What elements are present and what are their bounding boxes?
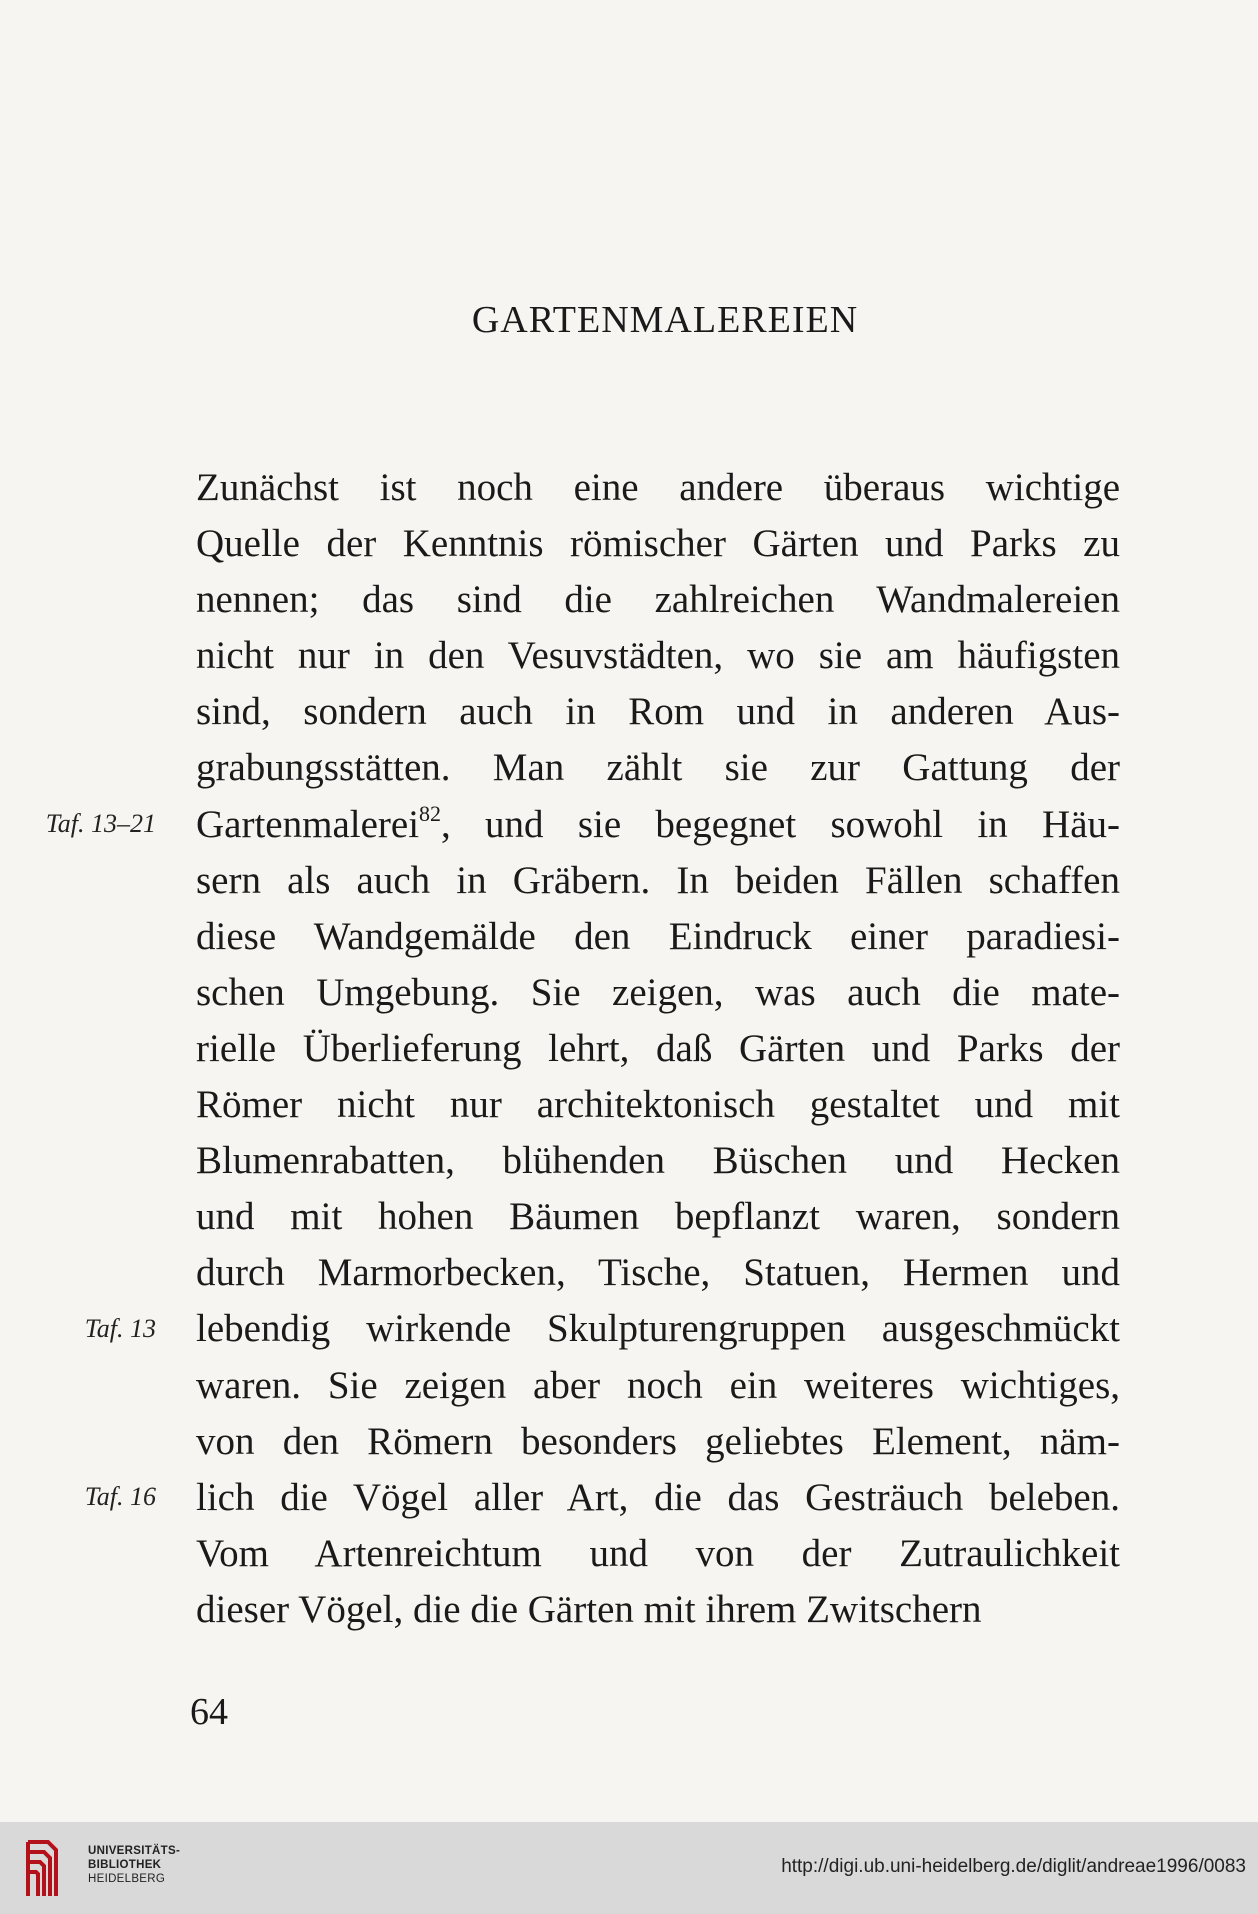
chapter-title: GARTENMALEREIEN (471, 299, 859, 341)
footer-bar (0, 1822, 1258, 1914)
text-line: sind, sondern auch in Rom und in anderen Aus- (196, 690, 1120, 734)
text-line: Römer nicht nur architektonisch gestaltet und mit (196, 1083, 1120, 1127)
library-name (88, 1844, 180, 1886)
text-line: nicht nur in den Vesuvstädten, wo sie am häufigsten (196, 634, 1120, 678)
text-line: diese Wandgemälde den Eindruck einer paradiesi- (196, 914, 1120, 958)
text-fragment: , und sie begegnet sowohl in Häu- (441, 802, 1120, 846)
margin-note-plate-ref[interactable]: Taf. 16 (84, 1482, 156, 1511)
source-url-link[interactable]: http://digi.ub.uni-heidelberg.de/diglit/andreae1996/0083 (781, 1856, 1246, 1877)
text-line: schen Umgebung. Sie zeigen, was auch die mate- (196, 970, 1120, 1014)
text-line: von den Römern besonders geliebtes Element, näm- (196, 1419, 1120, 1463)
text-line: lich die Vögel aller Art, die das Gesträuch beleben. (196, 1475, 1120, 1519)
text-line: und mit hohen Bäumen bepflanzt waren, sondern (196, 1195, 1120, 1239)
library-logo-icon (22, 1836, 82, 1902)
text-fragment: Gartenmalerei (196, 802, 420, 846)
text-line: grabungsstätten. Man zählt sie zur Gattung der (196, 746, 1120, 790)
text-line: Vom Artenreichtum und von der Zutraulichkeit (196, 1531, 1120, 1575)
footnote-ref[interactable]: 82 (419, 800, 442, 826)
margin-note-plate-ref[interactable]: Taf. 13–21 (45, 809, 156, 838)
text-line: nennen; das sind die zahlreichen Wandmalereien (196, 578, 1120, 622)
text-line: sern als auch in Gräbern. In beiden Fällen schaffen (196, 858, 1120, 902)
text-line: Blumenrabatten, blühenden Büschen und Hecken (196, 1139, 1120, 1183)
text-line-with-footnote (196, 797, 1120, 853)
margin-note-plate-ref[interactable]: Taf. 13 (84, 1314, 156, 1343)
library-name-line: HEIDELBERG (88, 1873, 166, 1885)
text-line: durch Marmorbecken, Tische, Statuen, Hermen und (196, 1251, 1120, 1295)
body-paragraph (196, 460, 1120, 1638)
text-line: Zunächst ist noch eine andere überaus wichtige (196, 466, 1120, 509)
text-line: dieser Vögel, die die Gärten mit ihrem Zwitschern (196, 1587, 982, 1631)
bleed-through-text (198, 135, 1128, 415)
text-line: Quelle der Kenntnis römischer Gärten und Parks zu (196, 522, 1120, 566)
text-line: waren. Sie zeigen aber noch ein weiteres wichtiges, (196, 1363, 1120, 1407)
library-name-line: BIBLIOTHEK (88, 1859, 162, 1871)
text-line: lebendig wirkende Skulpturengruppen ausgeschmückt (196, 1307, 1120, 1351)
page-number: 64 (190, 1691, 228, 1733)
library-name-line: UNIVERSITÄTS- (88, 1845, 181, 1857)
text-line: rielle Überlieferung lehrt, daß Gärten und Parks der (196, 1026, 1120, 1070)
